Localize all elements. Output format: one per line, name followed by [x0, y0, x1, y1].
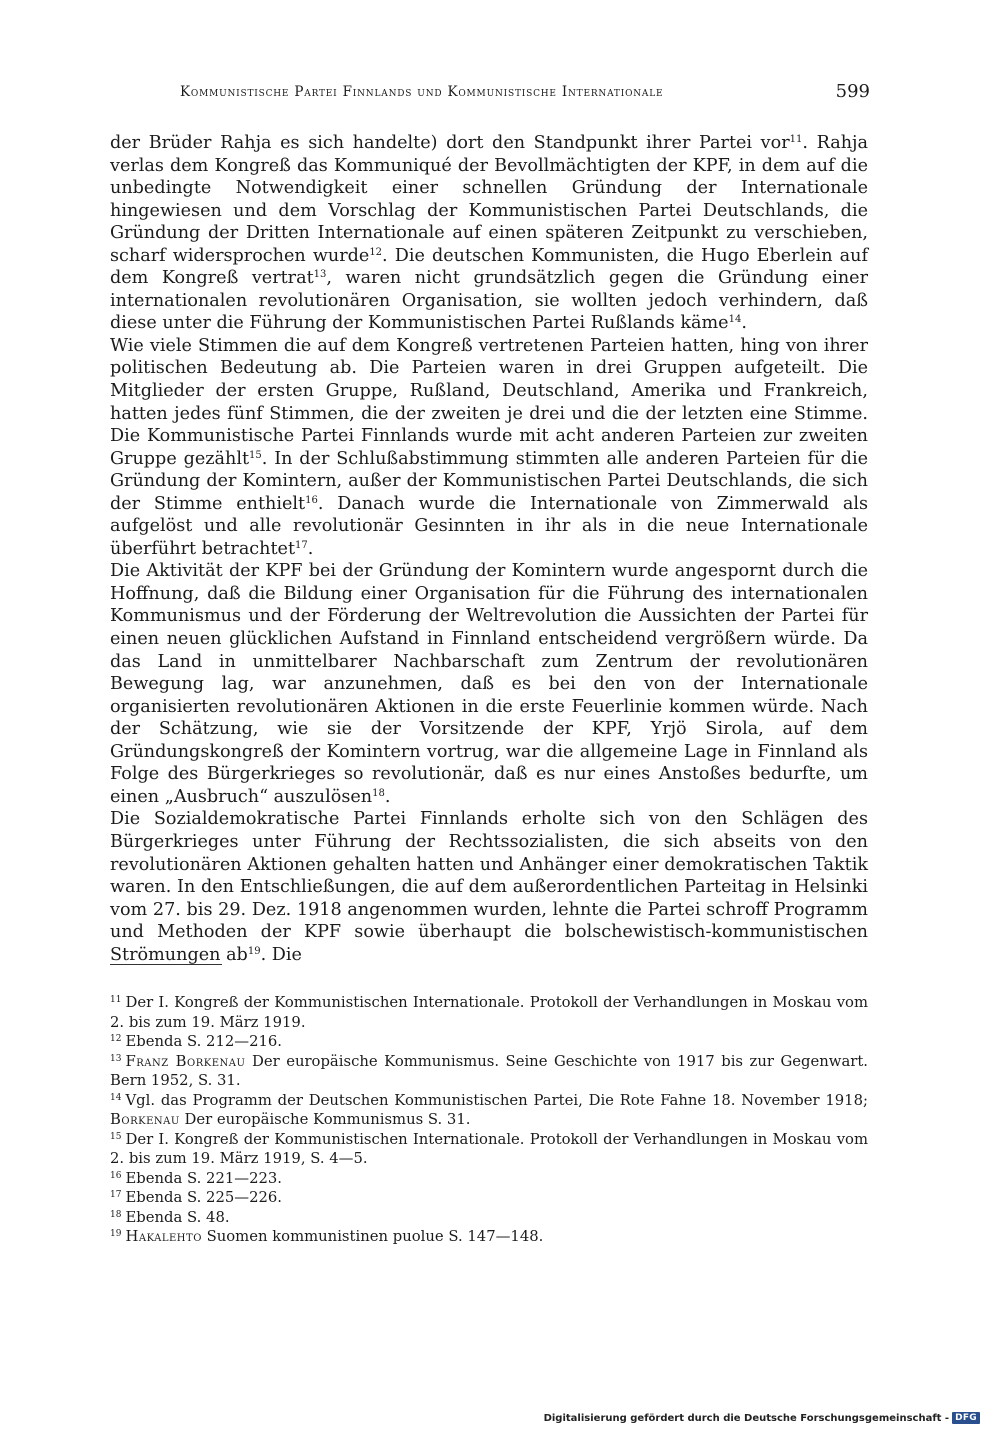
footnote-ref[interactable]: 19 — [247, 945, 261, 957]
footnote-number: 12 — [110, 1034, 122, 1044]
footnote-11: $^{11}$ Der I. Kongreß der Kommunistischen Internationale. Protokoll der Verhandlungen in Moskau vom 2. bis zum 19. März 1919. — [110, 994, 868, 1031]
footnote-number: 15 — [110, 1131, 122, 1142]
footnote-divider — [110, 964, 222, 965]
footer-text: Digitalisierung gefördert durch die Deutsche Forschungsgemeinschaft - — [543, 1412, 950, 1424]
footnote-15: $^{15}$ Der I. Kongreß der Kommunistischen Internationale. Protokoll der Verhandlungen in Moskau vom 2. bis zum 19. März 1919, S. 4—5. — [110, 1130, 868, 1167]
footnote-ref[interactable]: 17 — [295, 539, 308, 551]
dfg-logo-icon: DFG — [952, 1412, 980, 1424]
footnote-ref[interactable]: 14 — [728, 314, 742, 326]
footnote-12: $^{12}$ Ebenda S. 212—216. — [110, 1033, 283, 1050]
digitization-footer — [544, 1412, 980, 1424]
footnote-ref[interactable]: 15 — [249, 449, 262, 461]
running-head-title: Kommunistische Partei Finnlands und Kommunistische Internationale — [180, 84, 664, 100]
footnote-number: 11 — [110, 995, 122, 1005]
footnote-16: $^{16}$ Ebenda S. 221—223. — [110, 1169, 283, 1187]
paragraph-4: Die Sozialdemokratische Partei Finnlands erholte sich von den Schlägen des Bürgerkrieges unter Führung der Rechtssozialisten, die sich abseits von den revolutionären Aktionen gehalten hatten und Anhänger einer demokratischen Taktik waren. In den Entschließungen, die auf dem außerordentlichen Parteitag in Helsinki vom 27. bis 29. Dez. 1918 angenommen wurden, lehnte die Partei schroff Programm und Methoden der KPF sowie überhaupt die bolschewistisch-kommunistischen Strömungen $ab^{19}$. Die — [110, 809, 868, 965]
main-text — [110, 132, 868, 966]
footnote-number: 18 — [110, 1209, 122, 1220]
page-number: 599 — [835, 81, 870, 102]
running-header — [110, 81, 870, 106]
footnote-number: 14 — [110, 1092, 122, 1103]
footnote-17: $^{17}$ Ebenda S. 225—226. — [110, 1189, 283, 1206]
footnotes — [110, 993, 868, 1247]
footnote-number: 16 — [110, 1170, 122, 1181]
footnote-number: 17 — [110, 1190, 122, 1200]
paragraph-3: Die Aktivität der KPF bei der Gründung der Komintern wurde angespornt durch die Hoffnung, daß die Bildung einer Organisation für die Führung des internationalen Kommunismus und der Förderung der Weltrevolution die Aussichten der Partei für einen neuen glücklichen Aufstand in Finnland entscheidend vergrößern würde. Da das Land in unmittelbarer Nachbarschaft zum Zentrum der revolutionären Bewegung lag, war anzunehmen, daß es bei den von der Internationale organisierten revolutionären Aktionen in die erste Feuerlinie kommen würde. Nach der Schätzung, wie sie der Vorsitzende der KPF, Yrjö Sirola, auf dem Gründungskongreß der Komintern vortrug, war die allgemeine Lage in Finnland als Folge des Bürgerkrieges so revolutionär, daß es nur eines Anstoßes bedurfte, um einen „Ausbruch“ auszulösen$^{18}$. — [110, 561, 868, 807]
footnote-number: 19 — [110, 1229, 122, 1239]
footnote-18: $^{18}$ Ebenda S. 48. — [110, 1208, 230, 1226]
paragraph-1: der Brüder Rahja es sich handelte) dort den Standpunkt ihrer Partei vor$^{11}$. Rahja verlas dem Kongreß das Kommuniqué der Bevollmächtigten der KPF, in dem auf die unbedingte Notwendigkeit einer schnellen Gründung der Internationale hingewiesen und dem Vorschlag der Kommunistischen Partei Deutschlands, die Gründung der Dritten Internationale auf einen späteren Zeitpunkt zu verschieben, scharf widersprochen wurde$^{12}$. Die deutschen Kommunisten, die Hugo Eberlein auf dem Kongreß vertrat$^{13}$, waren nicht grundsätzlich gegen die Gründung einer internationalen revolutionären Organisation, sie wollten jedoch verhindern, daß diese unter die Führung der Kommunistischen Partei Rußlands käme$^{14}$. — [110, 133, 869, 334]
footnote-author: Hakalehto — [125, 1228, 202, 1245]
footnote-ref[interactable]: 18 — [372, 787, 385, 799]
footnote-author: Franz Borkenau — [125, 1052, 246, 1070]
footnote-number: 13 — [110, 1053, 122, 1064]
footnote-14: $^{14}$ Vgl. das Programm der Deutschen Kommunistischen Partei, Die Rote Fahne 18. November 1918; Borkenau Der europäische Kommunismus S. 31. — [110, 1091, 868, 1128]
footnote-ref[interactable]: 16 — [305, 494, 318, 506]
footnote-author: Borkenau — [110, 1111, 180, 1128]
footnote-ref[interactable]: 13 — [313, 269, 327, 281]
footnote-ref[interactable]: 12 — [369, 246, 383, 258]
footnote-ref[interactable]: 11 — [789, 134, 803, 145]
footnote-13: $^{13}$ Franz Borkenau Der europäische Kommunismus. Seine Geschichte von 1917 bis zur Gegenwart. Bern 1952, S. 31. — [110, 1052, 868, 1089]
footnote-19: $^{19}$ Hakalehto Suomen kommunistinen puolue S. 147—148. — [110, 1228, 544, 1245]
paragraph-2: Wie viele Stimmen die auf dem Kongreß vertretenen Parteien hatten, hing von ihrer politischen Bedeutung ab. Die Parteien waren in drei Gruppen aufgeteilt. Die Mitglieder der ersten Gruppe, Rußland, Deutschland, Amerika und Frankreich, hatten jedes fünf Stimmen, die der zweiten je drei und die der letzten eine Stimme. Die Kommunistische Partei Finnlands wurde mit acht anderen Parteien zur zweiten Gruppe gezählt$^{15}$. In der Schlußabstimmung stimmten alle anderen Parteien für die Gründung der Komintern, außer der Kommunistischen Partei Deutschlands, die sich der Stimme enthielt$^{16}$. Danach wurde die Internationale von Zimmerwald als aufgelöst und alle revolutionär Gesinnten in ihr als in die neue Internationale überführt betrachtet$^{17}$. — [110, 335, 868, 559]
